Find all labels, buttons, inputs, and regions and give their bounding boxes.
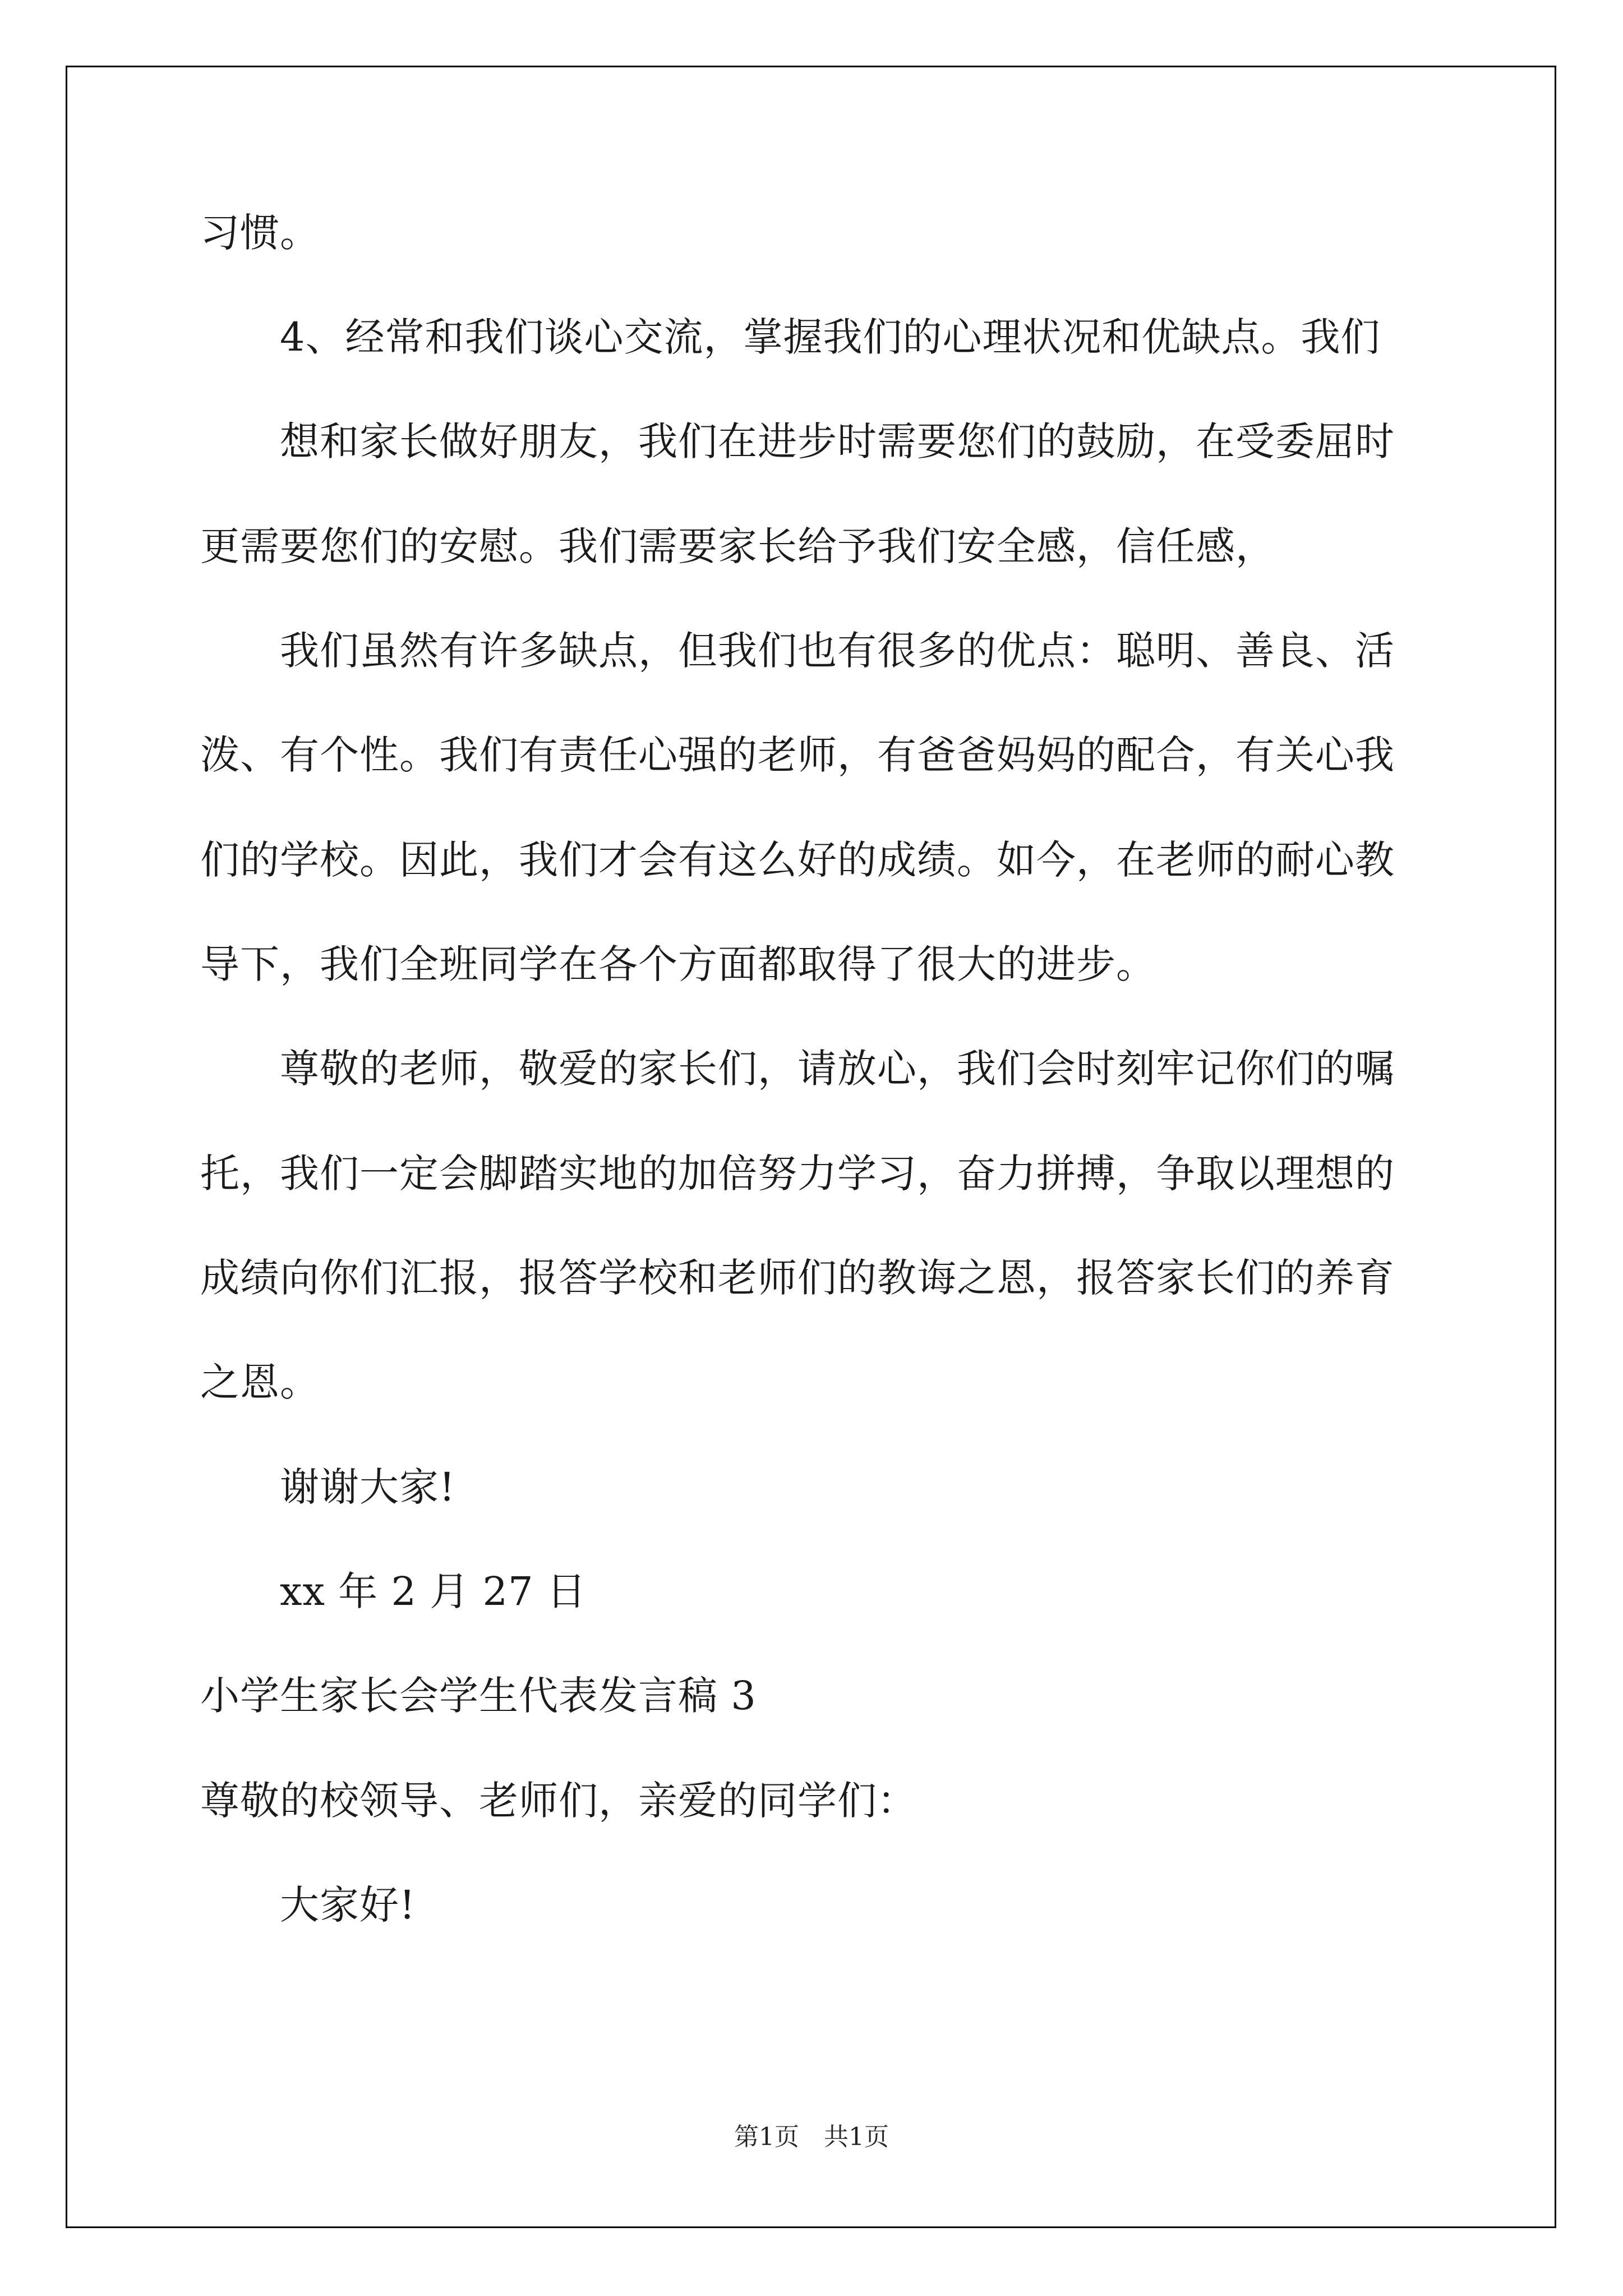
date-line: xx 年 2 月 27 日: [280, 1568, 587, 1614]
text-line: 更需要您们的安慰。我们需要家长给予我们安全感，信任感，: [200, 523, 1275, 569]
closing-line: 谢谢大家!: [280, 1464, 456, 1510]
text-line: 成绩向你们汇报，报答学校和老师们的教诲之恩，报答家长们的养育: [200, 1255, 1395, 1301]
text-line: 4、经常和我们谈心交流，掌握我们的心理状况和优缺点。我们: [280, 314, 1381, 360]
text-line: 们的学校。因此，我们才会有这么好的成绩。如今，在老师的耐心教: [200, 837, 1395, 883]
text-line: 托，我们一定会脚踏实地的加倍努力学习，奋力拼搏，争取以理想的: [200, 1151, 1395, 1197]
text-line: 我们虽然有许多缺点，但我们也有很多的优点：聪明、善良、活: [280, 628, 1395, 674]
greeting: 大家好!: [280, 1882, 416, 1928]
text-line: 习惯。: [200, 210, 320, 256]
text-line: 泼、有个性。我们有责任心强的老师，有爸爸妈妈的配合，有关心我: [200, 732, 1395, 778]
text-line: 之恩。: [200, 1359, 320, 1405]
section-title: 小学生家长会学生代表发言稿 3: [200, 1673, 757, 1719]
text-line: 导下，我们全班同学在各个方面都取得了很大的进步。: [200, 941, 1156, 987]
page-footer: 第1页 共1页: [734, 2123, 889, 2151]
salutation: 尊敬的校领导、老师们，亲爱的同学们：: [200, 1778, 917, 1824]
text-line: 尊敬的老师，敬爱的家长们，请放心，我们会时刻牢记你们的嘱: [280, 1046, 1395, 1092]
text-line: 想和家长做好朋友，我们在进步时需要您们的鼓励，在受委屈时: [280, 418, 1395, 464]
